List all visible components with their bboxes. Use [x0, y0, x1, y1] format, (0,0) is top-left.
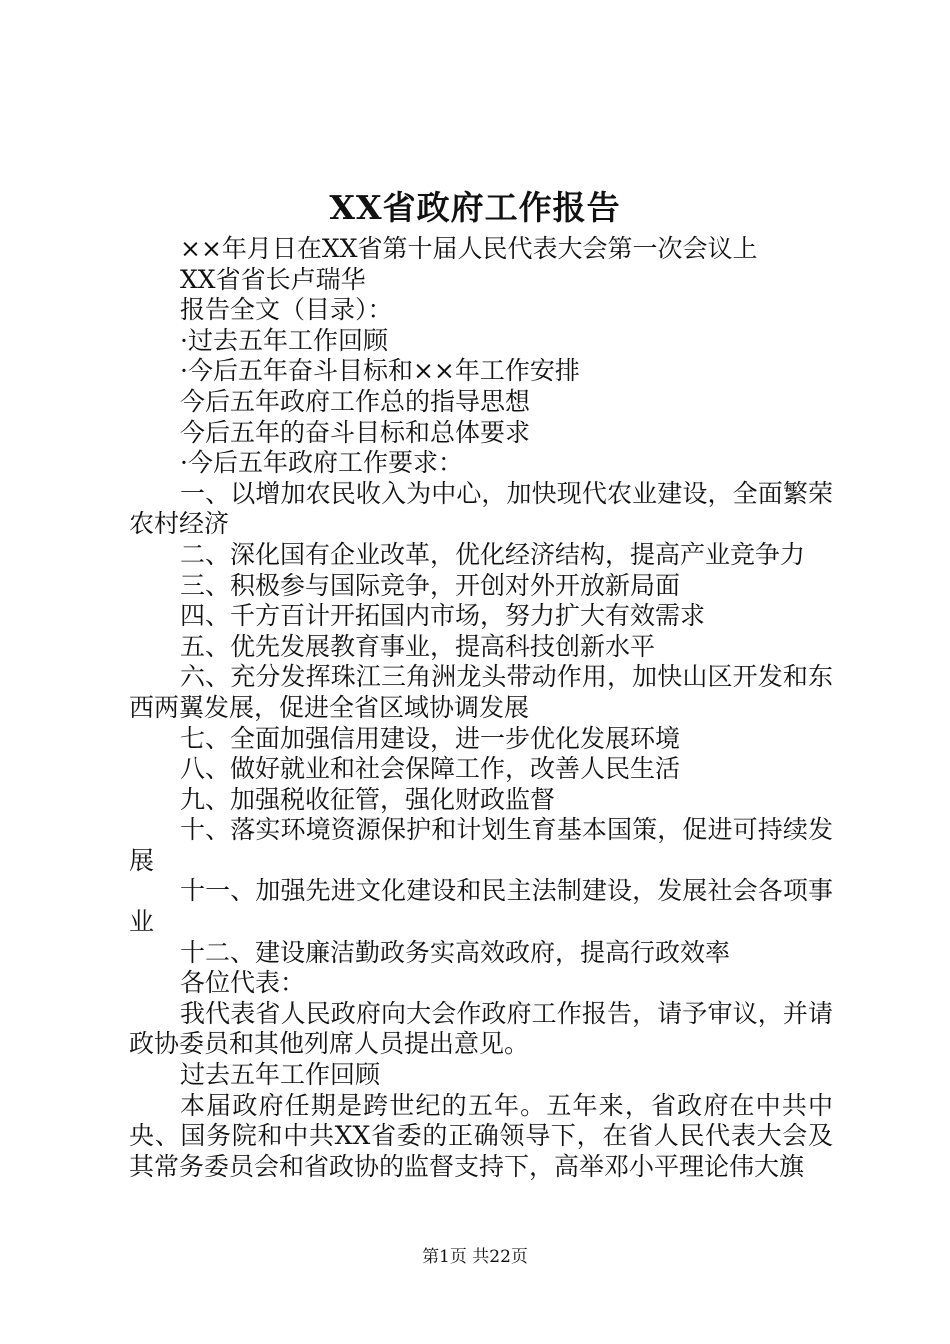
paragraph-speaker: XX省省长卢瑞华 — [180, 264, 366, 294]
toc-item: 五、优先发展教育事业，提高科技创新水平 — [180, 631, 656, 661]
toc-item: 八、做好就业和社会保障工作，改善人民生活 — [180, 754, 681, 784]
toc-item: 六、充分发挥珠江三角洲龙头带动作用，加快山区开发和东西两翼发展，促进全省区域协调发展 — [129, 662, 833, 722]
page-footer: 第1页 共22页 — [422, 1247, 528, 1267]
toc-item: 四、千方百计开拓国内市场，努力扩大有效需求 — [180, 601, 706, 631]
toc-item: 二、深化国有企业改革，优化经济结构，提高产业竞争力 — [180, 539, 806, 569]
paragraph-review: 本届政府任期是跨世纪的五年。五年来，省政府在中共中央、国务院和中共XX省委的正确领导下，在省人民代表大会及其常务委员会和省政协的监督支持下，高举邓小平理论伟大旗 — [129, 1090, 833, 1181]
toc-item: 九、加强税收征管，强化财政监督 — [180, 784, 556, 814]
document-body — [129, 234, 833, 1182]
toc-item: 十、落实环境资源保护和计划生育基本国策，促进可持续发展 — [129, 815, 833, 875]
toc-item: 十一、加强先进文化建设和民主法制建设，发展社会各项事业 — [129, 876, 833, 937]
paragraph-toc-heading: 报告全文（目录）： — [180, 295, 393, 325]
document-title: XX省政府工作报告 — [329, 188, 621, 227]
toc-item: ·今后五年政府工作要求： — [180, 448, 463, 478]
paragraph-salutation: 各位代表： — [180, 968, 306, 998]
section-heading: 过去五年工作回顾 — [180, 1060, 381, 1090]
toc-item: ·今后五年奋斗目标和××年工作安排 — [180, 356, 580, 386]
paragraph-meeting-info: ××年月日在XX省第十届人民代表大会第一次会议上 — [180, 234, 758, 263]
toc-item: 今后五年政府工作总的指导思想 — [180, 386, 531, 416]
toc-item: ·过去五年工作回顾 — [180, 325, 388, 355]
toc-item: 今后五年的奋斗目标和总体要求 — [180, 417, 531, 447]
toc-item: 一、以增加农民收入为中心，加快现代农业建设，全面繁荣农村经济 — [129, 478, 833, 539]
toc-item: 三、积极参与国际竞争，开创对外开放新局面 — [180, 570, 681, 600]
toc-item: 七、全面加强信用建设，进一步优化发展环境 — [180, 723, 681, 753]
paragraph-opening: 我代表省人民政府向大会作政府工作报告，请予审议，并请政协委员和其他列席人员提出意见。 — [129, 998, 833, 1059]
toc-item: 十二、建设廉洁勤政务实高效政府，提高行政效率 — [180, 937, 731, 967]
